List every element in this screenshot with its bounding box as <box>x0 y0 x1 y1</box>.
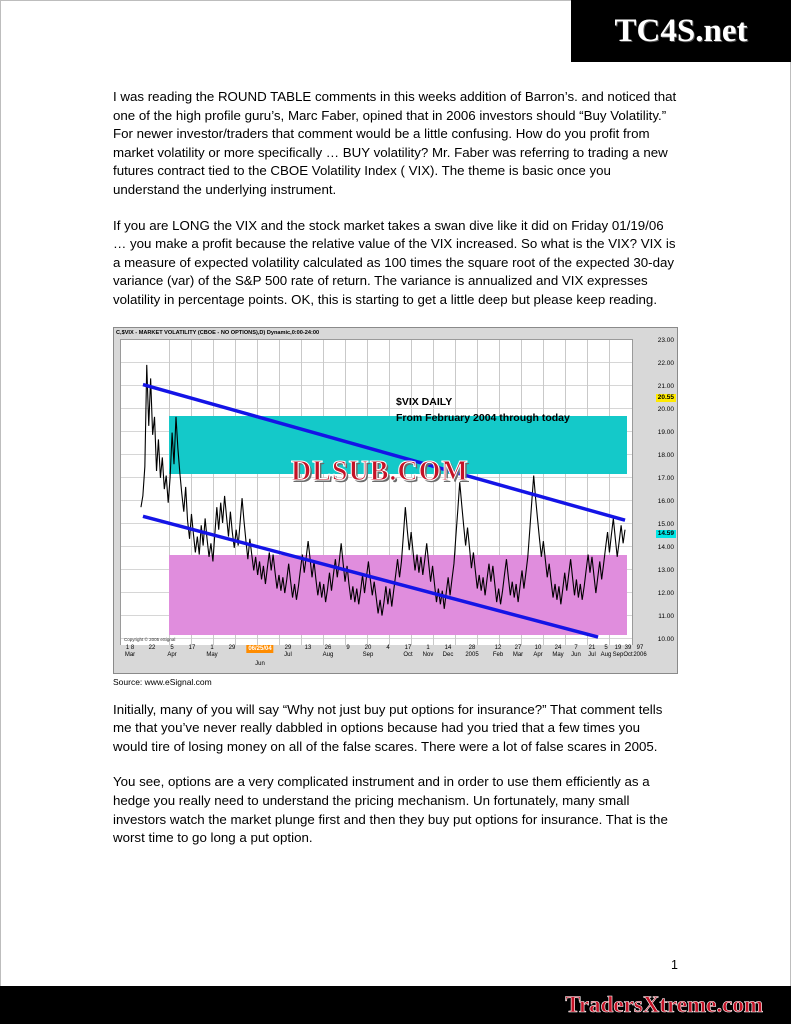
page-number: 1 <box>671 958 678 972</box>
chart-price-axis: 23.00 22.00 21.00 20.00 19.00 18.00 17.00 16.00 15.00 14.00 13.00 12.00 11.00 10.00 20.55 14.59 <box>632 339 677 645</box>
chart-copyright: Copyright © 2005 eSignal <box>124 636 176 642</box>
date-highlight-tag: 06/25/04 <box>248 645 272 652</box>
chart-titlebar: C,$VIX - MARKET VOLATILITY (CBOE - NO OPTIONS),D) Dynamic,0:00-24:00 <box>114 328 677 339</box>
site-logo-header-text: TC4S.net <box>614 12 748 49</box>
footer-logo-bar <box>0 986 791 1024</box>
vix-chart <box>113 327 678 674</box>
paragraph-3: Initially, many of you will say “Why not just buy put options for insurance?” That comment tells me that you’ve never really dabbled in options because had you tried that a few times you would tire of losing money on all of the false scares. There were a lot of false scares in 2005. <box>113 701 663 754</box>
paragraph-4: You see, options are a very complicated instrument and in order to use them efficiently as a hedge you really need to understand the pricing mechanism. Un fortunately, many small investors watch the market plunge first and then they buy put options for insurance. That is the worst time to go long a put option. <box>113 774 668 846</box>
chart-plot-area <box>120 339 633 645</box>
document-body <box>113 88 678 865</box>
chart-annotation-subtitle: From February 2004 through today <box>396 411 570 424</box>
chart-date-axis: 1 8 Mar 22 5 Apr 17 1 May 29 06/25/04 Jun 29 Jul 13 26 Aug 9 20 Sep 4 17 Oct 1 Nov 14 Dec 28 2005 12 Feb 27 Mar 10 Apr 24 May 7 Jun 21 Jul 5 Aug 19 Sep 39 Oct 97 2006 <box>120 645 633 660</box>
trendlines <box>121 340 633 645</box>
paragraph-1: I was reading the ROUND TABLE comments in this weeks addition of Barron’s. and noticed that one of the high profile guru’s, Marc Faber, opined that in 2006 investors should “Buy Volatility.” For newer investor/traders that comment would be a little confusing. How do you profit from market volatility or more specifically … BUY volatility? Mr. Faber was referring to trading a new futures contract tied to the CBOE Volatility Index ( VIX). The theme is basic once you understand the underlying instrument. <box>113 89 677 197</box>
paragraph-2: If you are LONG the VIX and the stock market takes a swan dive like it did on Friday 01/19/06 … you make a profit because the relative value of the VIX increased. So what is the VIX? VIX is a measure of expected volatility calculated as 100 times the square root of the expected 30-day variance (var) of the S&P 500 rate of return. The variance is annualized and VIX expresses volatility in percentage points. OK, this is starting to get a little deep but please keep reading. <box>113 217 676 307</box>
site-logo-header <box>571 0 791 62</box>
chart-source-caption: Source: www.eSignal.com <box>113 676 212 687</box>
price-tag-current: 14.59 <box>657 529 674 537</box>
vix-chart-figure <box>113 327 678 687</box>
chart-annotation-title: $VIX DAILY <box>396 395 453 408</box>
footer-logo-text: TradersXtreme.com <box>565 992 763 1017</box>
price-tag-top: 20.55 <box>657 393 674 401</box>
watermark-text: DLSUB.COM <box>291 455 469 487</box>
